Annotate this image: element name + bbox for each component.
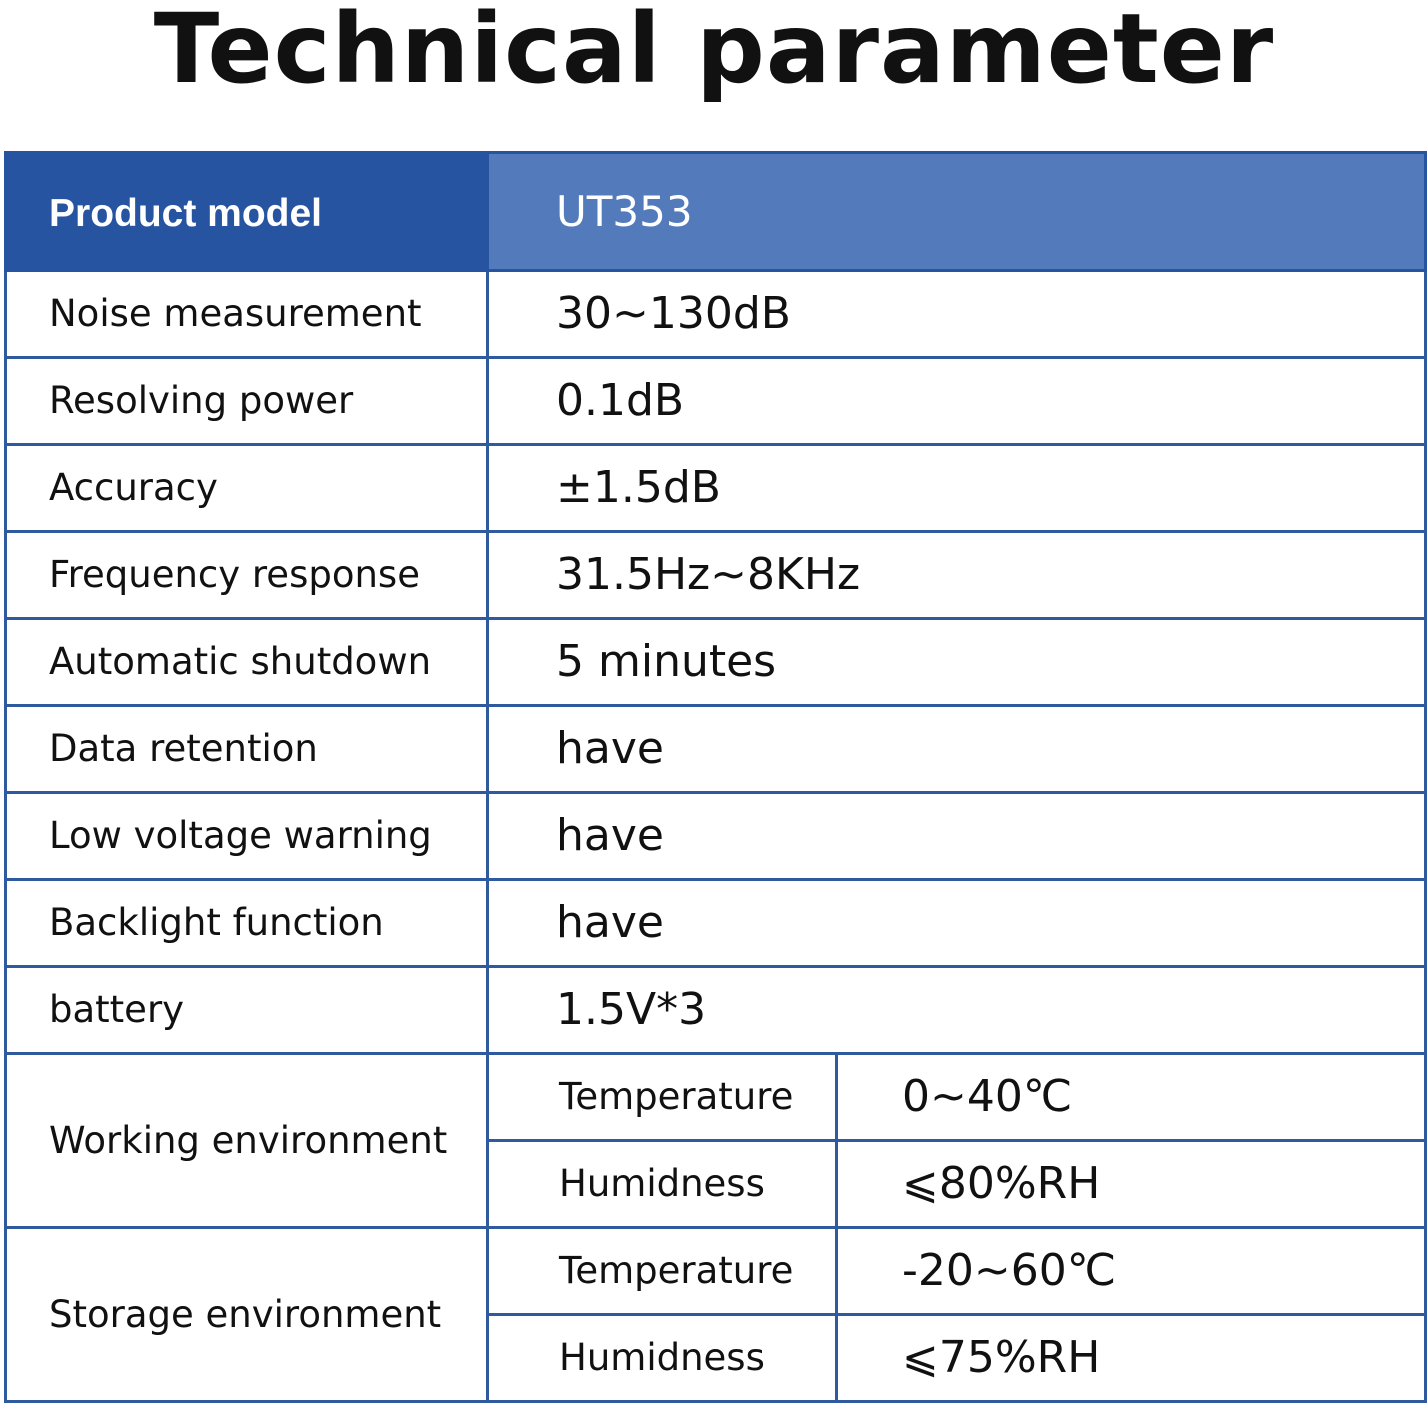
row-label: Backlight function	[6, 879, 488, 966]
row-label: Accuracy	[6, 444, 488, 531]
working-temperature-value: 0~40℃	[837, 1053, 1426, 1140]
row-label: Data retention	[6, 705, 488, 792]
table-row	[6, 618, 1426, 705]
table-header-row	[6, 153, 1426, 271]
row-value: 0.1dB	[488, 357, 1426, 444]
storage-environment-label: Storage environment	[6, 1227, 488, 1401]
working-temperature-label: Temperature	[488, 1053, 837, 1140]
table-row	[6, 966, 1426, 1053]
storage-humidity-value: ⩽75%RH	[837, 1314, 1426, 1401]
table-row	[6, 444, 1426, 531]
working-humidity-value: ⩽80%RH	[837, 1140, 1426, 1227]
row-label: Frequency response	[6, 531, 488, 618]
row-label: Automatic shutdown	[6, 618, 488, 705]
table-row	[6, 531, 1426, 618]
row-value: have	[488, 879, 1426, 966]
table-row	[6, 705, 1426, 792]
row-value: 1.5V*3	[488, 966, 1426, 1053]
row-value: 31.5Hz~8KHz	[488, 531, 1426, 618]
page-title: Technical parameter	[153, 0, 1275, 105]
table-row	[6, 879, 1426, 966]
spec-table	[4, 151, 1427, 1403]
header-value: UT353	[488, 153, 1426, 271]
table-row	[6, 792, 1426, 879]
row-value: 30~130dB	[488, 270, 1426, 357]
table-row	[6, 270, 1426, 357]
working-environment-label: Working environment	[6, 1053, 488, 1227]
working-env-temperature-row	[6, 1053, 1426, 1140]
row-label: battery	[6, 966, 488, 1053]
row-value: have	[488, 792, 1426, 879]
row-value: 5 minutes	[488, 618, 1426, 705]
storage-humidity-label: Humidness	[488, 1314, 837, 1401]
header-label: Product model	[6, 153, 488, 271]
row-value: have	[488, 705, 1426, 792]
storage-env-temperature-row	[6, 1227, 1426, 1314]
storage-temperature-label: Temperature	[488, 1227, 837, 1314]
working-humidity-label: Humidness	[488, 1140, 837, 1227]
storage-temperature-value: -20~60℃	[837, 1227, 1426, 1314]
table-row	[6, 357, 1426, 444]
row-label: Low voltage warning	[6, 792, 488, 879]
row-value: ±1.5dB	[488, 444, 1426, 531]
row-label: Noise measurement	[6, 270, 488, 357]
row-label: Resolving power	[6, 357, 488, 444]
